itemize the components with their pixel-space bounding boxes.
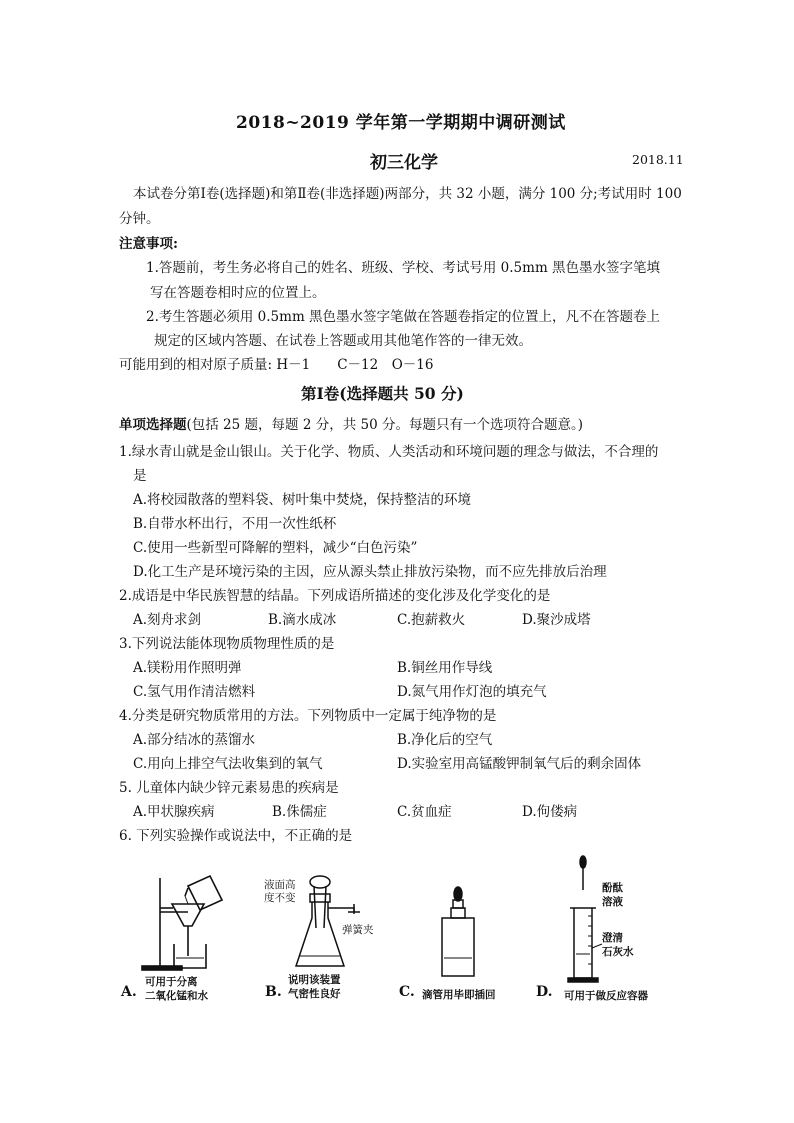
figure-c-letter: C. <box>399 984 415 1000</box>
q4-option-b: B.净化后的空气 <box>397 732 493 748</box>
figure-c-dropper-bottle <box>396 886 516 1004</box>
figure-d-label-4: 石灰水 <box>602 946 634 958</box>
q3-option-b: B.铜丝用作导线 <box>397 660 493 676</box>
q3-stem: 3.下列说法能体现物质物理性质的是 <box>119 636 335 652</box>
exam-date: 2018.11 <box>632 152 684 167</box>
q4-option-a: A.部分结冰的蒸馏水 <box>133 732 256 748</box>
figure-d-letter: D. <box>536 984 553 1000</box>
q5-option-c: C.贫血症 <box>397 804 452 820</box>
q3-option-c: C.氢气用作清洁燃料 <box>133 684 256 700</box>
q3-option-a: A.镁粉用作照明弹 <box>133 660 242 676</box>
q3-option-d: D.氮气用作灯泡的填充气 <box>397 684 547 700</box>
q6-stem: 6. 下列实验操作或说法中，不正确的是 <box>119 828 353 844</box>
q1-option-d: D.化工生产是环境污染的主因，应从源头禁止排放污染物，而不应先排放后治理 <box>133 564 607 580</box>
figure-d-label-2: 溶液 <box>602 896 623 908</box>
instructions-label: 单项选择题 <box>119 417 187 433</box>
figure-a-letter: A. <box>121 984 137 1000</box>
notes-heading: 注意事项: <box>119 236 178 252</box>
figure-b-caption-1: 说明该装置 <box>288 974 341 986</box>
q1-option-c: C.使用一些新型可降解的塑料，减少“白色污染” <box>133 540 418 556</box>
q1-option-a: A.将校园散落的塑料袋、树叶集中焚烧，保持整洁的环境 <box>133 492 472 508</box>
note-2-line-1: 2.考生答题必须用 0.5mm 黑色墨水签字笔做在答题卷指定的位置上，凡不在答题卷上 <box>146 309 661 325</box>
q1-stem-cont: 是 <box>133 468 147 484</box>
q5-stem: 5. 儿童体内缺少锌元素易患的疾病是 <box>119 780 339 796</box>
figure-b-letter: B. <box>265 984 282 1000</box>
intro-line-2: 分钟。 <box>119 211 160 227</box>
figure-d-caption: 可用于做反应容器 <box>564 990 648 1002</box>
note-1-line-2: 写在答题卷相时应的位置上。 <box>150 285 326 301</box>
q2-option-c: C.抱薪救火 <box>397 612 466 628</box>
figure-a-caption-2: 二氧化锰和水 <box>145 990 208 1002</box>
q5-option-a: A.甲状腺疾病 <box>133 804 215 820</box>
q4-option-c: C.用向上排空气法收集到的氧气 <box>133 756 323 772</box>
instructions-text: (包括 25 题，每题 2 分，共 50 分。每题只有一个选项符合题意。) <box>186 417 583 433</box>
q2-option-a: A.刻舟求剑 <box>133 612 202 628</box>
figure-c-caption: 滴管用毕即插回 <box>422 989 496 1001</box>
subject-title: 初三化学 <box>370 153 438 173</box>
figure-a-caption-1: 可用于分离 <box>145 976 198 988</box>
figure-b-label-1: 液面高 <box>264 879 296 891</box>
exam-title: 2018~2019 学年第一学期期中调研测试 <box>236 113 566 133</box>
note-1-line-1: 1.答题前，考生务必将自己的姓名、班级、学校、考试号用 0.5mm 黑色墨水签字笔填 <box>146 260 661 276</box>
q5-option-b: B.侏儒症 <box>272 804 327 820</box>
figure-b-label-2: 度不变 <box>264 892 296 904</box>
q4-stem: 4.分类是研究物质常用的方法。下列物质中一定属于纯净物的是 <box>119 708 497 724</box>
figure-b-caption-2: 气密性良好 <box>288 988 341 1000</box>
q5-option-d: D.佝偻病 <box>522 804 578 820</box>
q1-stem: 1.绿水青山就是金山银山。关于化学、物质、人类活动和环境问题的理念与做法，不合理的 <box>119 444 659 460</box>
q1-option-b: B.自带水杯出行，不用一次性纸杯 <box>133 516 337 532</box>
section-heading: 第Ⅰ卷(选择题共 50 分) <box>301 384 464 403</box>
q2-option-d: D.聚沙成塔 <box>522 612 591 628</box>
note-2-line-2: 规定的区域内答题、在试卷上答题或用其他笔作答的一律无效。 <box>154 333 532 349</box>
figure-d-label-3: 澄清 <box>602 932 623 944</box>
section-instructions <box>119 413 583 433</box>
q2-stem: 2.成语是中华民族智慧的结晶。下列成语所描述的变化涉及化学变化的是 <box>119 588 551 604</box>
figure-d-cylinder <box>532 854 682 1006</box>
atomic-masses: 可能用到的相对原子质量: H－1 C－12 O－16 <box>119 357 434 373</box>
figure-d-label-1: 酚酞 <box>602 882 623 894</box>
figure-b-clamp-label: 弹簧夹 <box>342 924 374 936</box>
q2-option-b: B.滴水成冰 <box>268 612 337 628</box>
intro-line-1: 本试卷分第Ⅰ卷(选择题)和第Ⅱ卷(非选择题)两部分，共 32 小题，满分 100 分;考试用时 100 <box>133 186 682 202</box>
figure-a-filtration <box>118 870 248 1005</box>
q4-option-d: D.实验室用高锰酸钾制氧气后的剩余固体 <box>397 756 642 772</box>
figure-b-airtightness <box>262 868 402 1006</box>
